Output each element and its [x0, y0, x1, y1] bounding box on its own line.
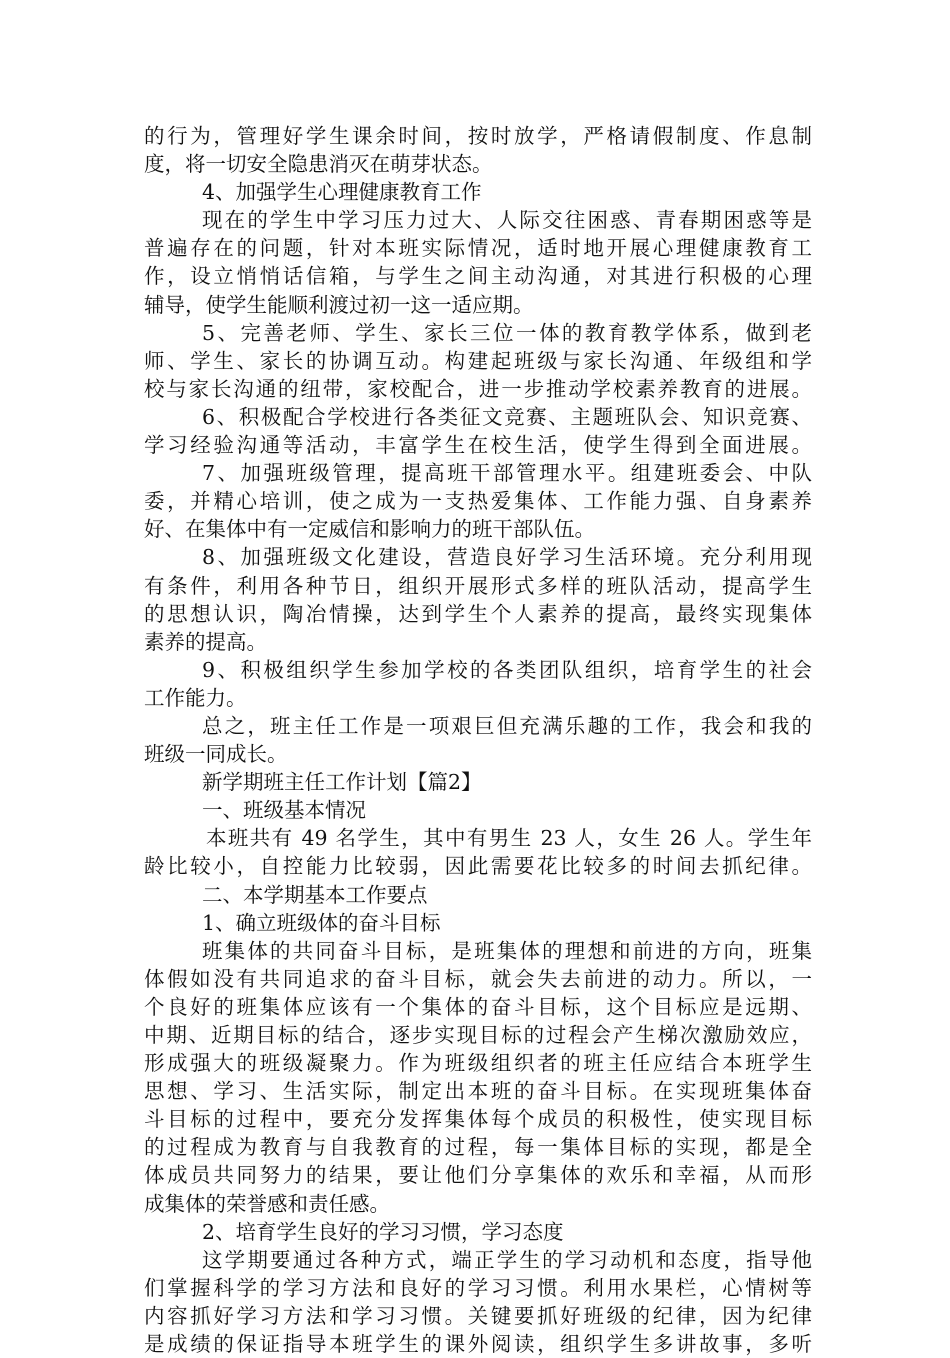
section-heading: 二、本学期基本工作要点 — [202, 882, 428, 907]
text-line: 内容抓好学习方法和学习习惯。关键要抓好班级的纪律，因为纪律 — [144, 1303, 812, 1328]
text-line: 中期、近期目标的结合，逐步实现目标的过程会产生梯次激励效应， — [144, 1023, 812, 1047]
text-line: 素养的提高。 — [144, 629, 267, 654]
text-line: 思想、学习、生活实际，制定出本班的奋斗目标。在实现班集体奋 — [144, 1079, 812, 1104]
text-line: 普遍存在的问题，针对本班实际情况，适时地开展心理健康教育工 — [144, 236, 812, 261]
text-line: 班级一同成长。 — [144, 742, 288, 767]
text-line: 是成绩的保证指导本班学生的课外阅读，组织学生多讲故事，多听 — [144, 1332, 812, 1357]
text-line: 龄比较小，自控能力比较弱，因此需要花比较多的时间去抓纪律。 — [144, 854, 812, 879]
text-line: 这学期要通过各种方式，端正学生的学习动机和态度，指导他 — [202, 1247, 812, 1272]
text-line: 体成员共同努力的结果，要让他们分享集体的欢乐和幸福，从而形 — [144, 1163, 812, 1188]
text-line: 形成强大的班级凝聚力。作为班级组织者的班主任应结合本班学生 — [144, 1051, 812, 1076]
text-line: 6、积极配合学校进行各类征文竞赛、主题班队会、知识竞赛、 — [202, 404, 812, 429]
text-line: 7、加强班级管理，提高班干部管理水平。组建班委会、中队 — [202, 461, 812, 486]
section-heading: 1、确立班级体的奋斗目标 — [202, 910, 441, 935]
text-line: 学习经验沟通等活动，丰富学生在校生活，使学生得到全面进展。 — [144, 433, 812, 458]
text-line: 工作能力。 — [144, 685, 247, 710]
text-line: 度，将一切安全隐患消灭在萌芽状态。 — [144, 152, 493, 177]
text-line: 好、在集体中有一定威信和影响力的班干部队伍。 — [144, 517, 595, 542]
text-line: 的过程成为教育与自我教育的过程，每一集体目标的实现，都是全 — [144, 1135, 812, 1160]
text-line: 校与家长沟通的纽带，家校配合，进一步推动学校素养教育的进展。 — [144, 376, 812, 401]
text-line: 体假如没有共同追求的奋斗目标，就会失去前进的动力。所以，一 — [144, 966, 812, 991]
text-line: 5、完善老师、学生、家长三位一体的教育教学体系，做到老 — [202, 320, 812, 345]
text-line: 9、积极组织学生参加学校的各类团队组织，培育学生的社会 — [202, 657, 812, 682]
section-heading: 一、班级基本情况 — [202, 798, 366, 823]
section-heading: 2、培育学生良好的学习习惯，学习态度 — [202, 1219, 564, 1244]
article-heading: 新学期班主任工作计划【篇2】 — [202, 770, 482, 795]
text-line: 8、加强班级文化建设，营造良好学习生活环境。充分利用现 — [202, 545, 812, 570]
text-line: 的思想认识，陶冶情操，达到学生个人素养的提高，最终实现集体 — [144, 601, 812, 626]
text-line: 本班共有 49 名学生，其中有男生 23 人，女生 26 人。学生年 — [206, 826, 812, 851]
text-line: 委，并精心培训，使之成为一支热爱集体、工作能力强、自身素养 — [144, 489, 812, 514]
text-line: 成集体的荣誉感和责任感。 — [144, 1191, 390, 1216]
text-line: 斗目标的过程中，要充分发挥集体每个成员的积极性，使实现目标 — [144, 1107, 812, 1132]
text-line: 的行为，管理好学生课余时间，按时放学，严格请假制度、作息制 — [144, 124, 812, 148]
text-line: 作，设立悄悄话信箱，与学生之间主动沟通，对其进行积极的心理 — [144, 264, 812, 289]
text-line: 师、学生、家长的协调互动。构建起班级与家长沟通、年级组和学 — [144, 348, 812, 373]
text-line: 个良好的班集体应该有一个集体的奋斗目标，这个目标应是远期、 — [144, 994, 812, 1019]
section-heading: 4、加强学生心理健康教育工作 — [202, 180, 482, 205]
document-page — [144, 122, 812, 1358]
text-line: 有条件，利用各种节日，组织开展形式多样的班队活动，提高学生 — [144, 573, 812, 598]
text-line: 们掌握科学的学习方法和良好的学习习惯。利用水果栏，心情树等 — [144, 1275, 812, 1300]
text-line: 班集体的共同奋斗目标，是班集体的理想和前进的方向，班集 — [202, 938, 812, 963]
text-line: 现在的学生中学习压力过大、人际交往困惑、青春期困惑等是 — [202, 208, 812, 233]
text-line: 总之，班主任工作是一项艰巨但充满乐趣的工作，我会和我的 — [202, 713, 812, 738]
text-line: 辅导，使学生能顺利渡过初一这一适应期。 — [144, 292, 534, 317]
